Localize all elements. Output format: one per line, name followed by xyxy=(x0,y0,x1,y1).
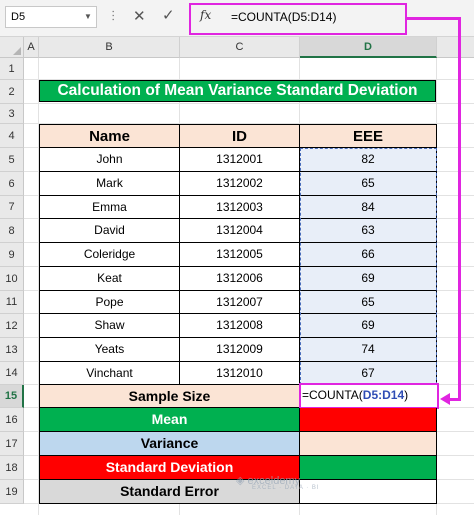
sample-size-label[interactable]: Sample Size xyxy=(39,385,300,408)
std-err-label[interactable]: Standard Error xyxy=(39,480,300,504)
formula-prefix: =COUNTA( xyxy=(302,388,363,402)
row-header-7[interactable]: 7 xyxy=(0,196,24,219)
table-cell-id[interactable]: 1312006 xyxy=(180,267,300,291)
table-cell-name[interactable]: Pope xyxy=(39,291,180,314)
table-cell-eee[interactable]: 74 xyxy=(300,338,437,362)
table-cell-eee[interactable]: 65 xyxy=(300,172,437,196)
formula-bar xyxy=(0,0,474,37)
formula-range-ref: D5:D14 xyxy=(362,388,405,402)
row-header-12[interactable]: 12 xyxy=(0,314,24,338)
std-dev-value-cell[interactable] xyxy=(300,456,437,480)
std-dev-label[interactable]: Standard Deviation xyxy=(39,456,300,480)
more-options-icon[interactable]: ⋯ xyxy=(106,9,121,21)
select-all-corner[interactable] xyxy=(0,37,24,58)
row-header-19[interactable]: 19 xyxy=(0,480,24,504)
row-header-5[interactable]: 5 xyxy=(0,148,24,172)
table-cell-eee[interactable]: 69 xyxy=(300,314,437,338)
mean-label[interactable]: Mean xyxy=(39,408,300,432)
name-box-dropdown-icon[interactable]: ▼ xyxy=(84,12,92,21)
table-cell-name[interactable]: Vinchant xyxy=(39,362,180,385)
table-header-name[interactable]: Name xyxy=(39,124,180,148)
row-header-13[interactable]: 13 xyxy=(0,338,24,362)
table-cell-eee[interactable]: 66 xyxy=(300,243,437,267)
sample-size-formula-cell[interactable] xyxy=(299,383,439,409)
row-header-4[interactable]: 4 xyxy=(0,124,24,148)
table-cell-id[interactable]: 1312007 xyxy=(180,291,300,314)
table-cell-eee[interactable]: 65 xyxy=(300,291,437,314)
std-err-value-cell[interactable] xyxy=(300,480,437,504)
cancel-x-icon[interactable]: ✕ xyxy=(133,8,146,25)
row-header-8[interactable]: 8 xyxy=(0,219,24,243)
highlight-connector-vertical xyxy=(458,17,461,401)
table-cell-id[interactable]: 1312005 xyxy=(180,243,300,267)
table-cell-id[interactable]: 1312003 xyxy=(180,196,300,219)
row-header-10[interactable]: 10 xyxy=(0,267,24,291)
table-cell-name[interactable]: Mark xyxy=(39,172,180,196)
table-cell-name[interactable]: Coleridge xyxy=(39,243,180,267)
row-header-6[interactable]: 6 xyxy=(0,172,24,196)
variance-label[interactable]: Variance xyxy=(39,432,300,456)
table-cell-id[interactable]: 1312002 xyxy=(180,172,300,196)
formula-suffix: ) xyxy=(404,388,409,402)
table-header-id[interactable]: ID xyxy=(180,124,300,148)
table-cell-id[interactable]: 1312004 xyxy=(180,219,300,243)
row-header-11[interactable]: 11 xyxy=(0,291,24,314)
table-cell-eee[interactable]: 67 xyxy=(300,362,437,385)
table-header-eee[interactable]: EEE xyxy=(300,124,437,148)
highlight-arrow-icon xyxy=(440,393,450,405)
row-header-1[interactable]: 1 xyxy=(0,58,24,80)
row-header-9[interactable]: 9 xyxy=(0,243,24,267)
column-header-b[interactable]: B xyxy=(39,37,180,58)
watermark-logo-icon: ◈ xyxy=(236,475,248,487)
table-cell-eee[interactable]: 69 xyxy=(300,267,437,291)
row-header-3[interactable]: 3 xyxy=(0,104,24,124)
highlight-connector-top xyxy=(405,17,460,20)
column-header-d[interactable]: D xyxy=(300,37,437,58)
table-cell-name[interactable]: John xyxy=(39,148,180,172)
insert-function-icon[interactable]: fx xyxy=(200,8,212,22)
exceldemy-watermark xyxy=(236,474,320,491)
table-cell-name[interactable]: Shaw xyxy=(39,314,180,338)
table-cell-eee[interactable]: 82 xyxy=(300,148,437,172)
enter-check-icon[interactable]: ✓ xyxy=(162,7,175,24)
table-cell-eee[interactable]: 84 xyxy=(300,196,437,219)
variance-value-cell[interactable] xyxy=(300,432,437,456)
table-cell-name[interactable]: Emma xyxy=(39,196,180,219)
gridline xyxy=(24,103,474,104)
table-cell-id[interactable]: 1312008 xyxy=(180,314,300,338)
sheet-title[interactable]: Calculation of Mean Variance Standard Deviation xyxy=(39,80,436,102)
table-cell-name[interactable]: David xyxy=(39,219,180,243)
column-header-c[interactable]: C xyxy=(180,37,300,58)
table-cell-name[interactable]: Keat xyxy=(39,267,180,291)
row-header-16[interactable]: 16 xyxy=(0,408,24,432)
row-header-18[interactable]: 18 xyxy=(0,456,24,480)
name-box[interactable]: D5 xyxy=(5,6,97,28)
column-header-a[interactable]: A xyxy=(24,37,39,58)
table-cell-id[interactable]: 1312009 xyxy=(180,338,300,362)
row-header-15[interactable]: 15 xyxy=(0,385,24,408)
mean-value-cell[interactable] xyxy=(300,408,437,432)
watermark-tagline: EXCEL · DATA · BI xyxy=(252,485,320,491)
column-header-e[interactable] xyxy=(437,37,474,58)
row-header-14[interactable]: 14 xyxy=(0,362,24,385)
row-header-2[interactable]: 2 xyxy=(0,80,24,104)
formula-input[interactable]: =COUNTA(D5:D14) xyxy=(231,10,337,24)
table-cell-eee[interactable]: 63 xyxy=(300,219,437,243)
watermark-brand: exceldemy xyxy=(247,475,301,487)
table-cell-id[interactable]: 1312010 xyxy=(180,362,300,385)
row-header-17[interactable]: 17 xyxy=(0,432,24,456)
table-cell-name[interactable]: Yeats xyxy=(39,338,180,362)
table-cell-id[interactable]: 1312001 xyxy=(180,148,300,172)
